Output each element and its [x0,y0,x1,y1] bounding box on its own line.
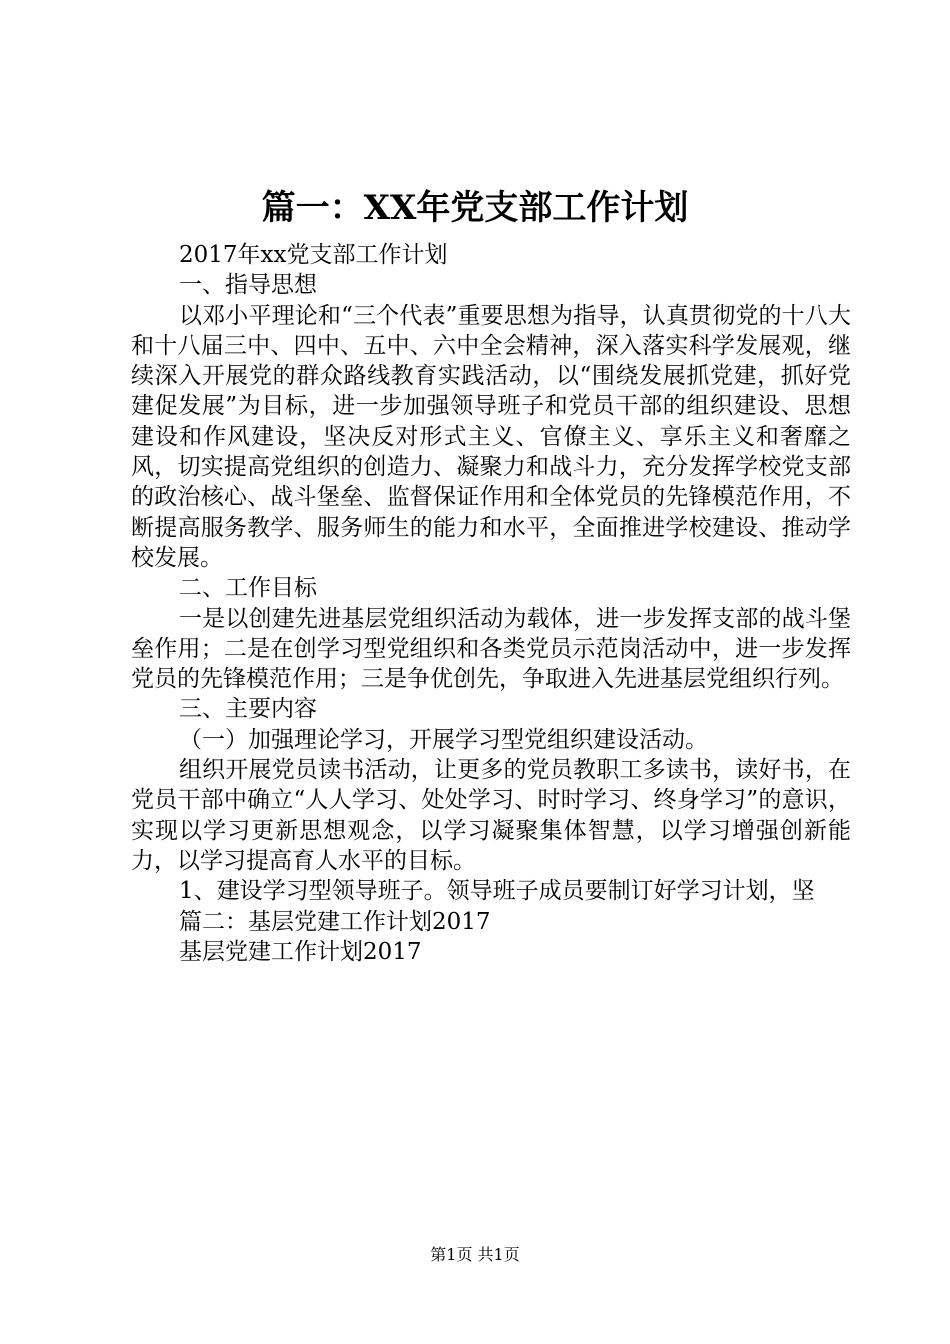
subsection-heading-theory-study: （一）加强理论学习，开展学习型党组织建设活动。 [179,726,708,753]
paragraph-subtitle: 2017年xx党支部工作计划 [179,242,448,268]
paragraph-work-goals: 一是以创建先进基层党组织活动为载体，进一步发挥支部的战斗堡垒作用；二是在创学习型党组织和各类党员示范岗活动中，进一步发挥党员的先锋模范作用；三是争优创先，争取进入先进基层党组织行列。 [131,605,851,693]
paragraph-part-two-subtitle: 基层党建工作计划2017 [179,938,422,965]
section-heading-guiding-ideology: 一、指导思想 [179,272,317,299]
section-heading-main-content: 三、主要内容 [179,696,317,723]
section-heading-work-goals: 二、工作目标 [179,575,317,602]
page-footer: 第1页 共1页 [430,1245,520,1264]
paragraph-learning-leadership: 1、建设学习型领导班子。领导班子成员要制订好学习计划，坚 [179,878,815,905]
paragraph-guiding-ideology: 以邓小平理论和“三个代表”重要思想为指导，认真贯彻党的十八大和十八届三中、四中、五中、六中全会精神，深入落实科学发展观，继续深入开展党的群众路线教育实践活动，以“围绕发展抓党建，抓好党建促发展”为目标，进一步加强领导班子和党员干部的组织建设、思想建设和作风建设，坚决反对形式主义、官僚主义、享乐主义和奢靡之风，切实提高党组织的创造力、凝聚力和战斗力，充分发挥学校党支部的政治核心、战斗堡垒、监督保证作用和全体党员的先锋模范作用，不断提高服务教学、服务师生的能力和水平，全面推进学校建设、推动学校发展。 [131,302,851,571]
document-title: 篇一：XX年党支部工作计划 [261,188,689,228]
paragraph-part-two-heading: 篇二：基层党建工作计划2017 [179,908,491,935]
paragraph-reading-activity: 组织开展党员读书活动，让更多的党员教职工多读书，读好书，在党员干部中确立“人人学习、处处学习、时时学习、终身学习”的意识，实现以学习更新思想观念，以学习凝聚集体智慧，以学习增强创新能力，以学习提高育人水平的目标。 [131,757,851,874]
document-body [131,240,851,967]
